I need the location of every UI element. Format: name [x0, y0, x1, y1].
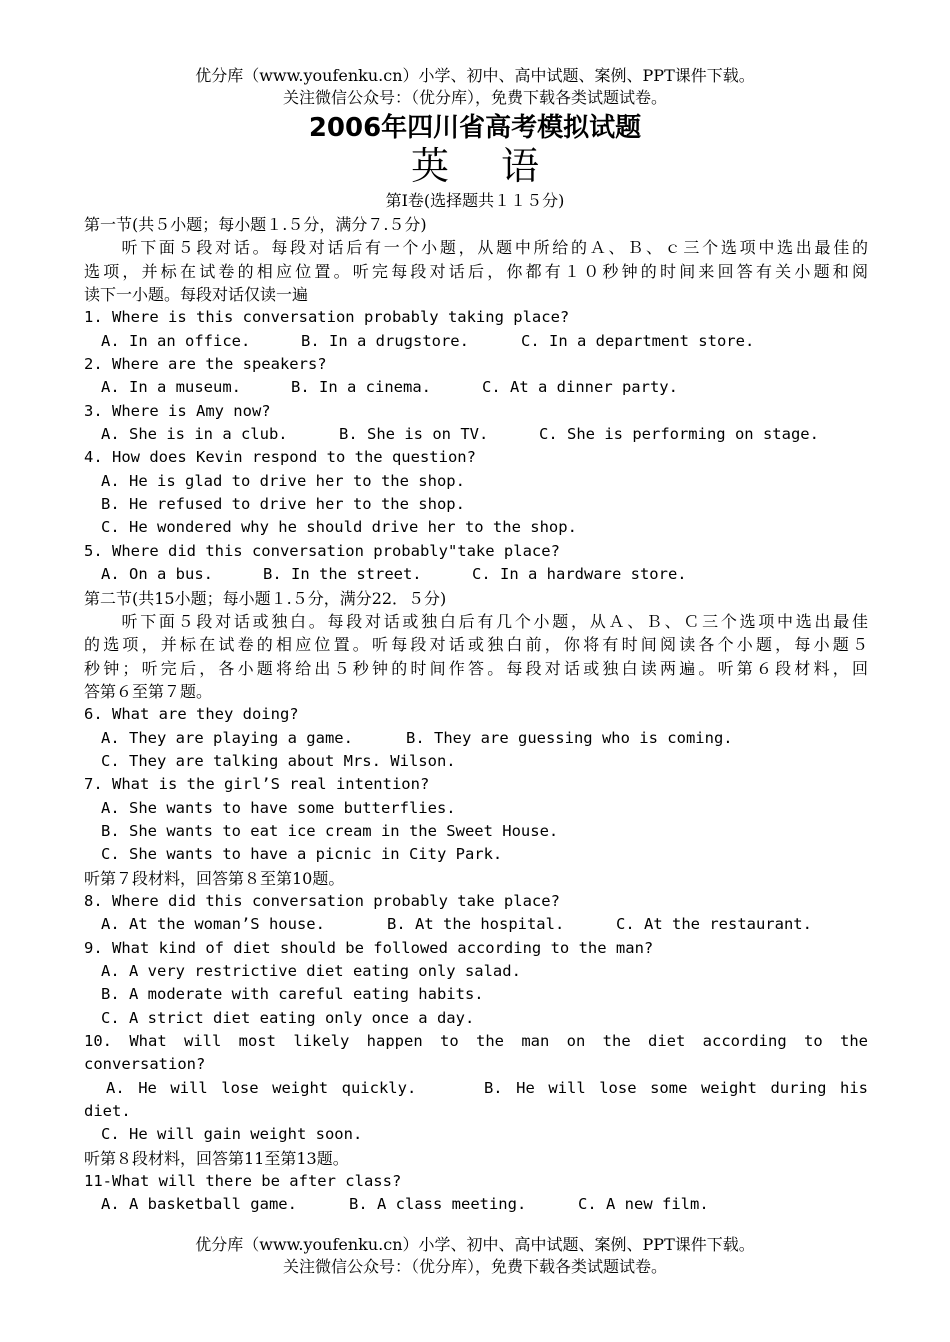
section-2-instructions: 的选项，并标在试卷的相应位置。听每段对话或独白前，你将有时间阅读各个小题，每小题５ [84, 635, 868, 655]
question-1: 1. Where is this conversation probably taking place? [84, 308, 570, 327]
passage-8-heading: 听第８段材料，回答第11至第13题。 [84, 1148, 349, 1168]
question-8-options [84, 913, 868, 936]
option-b: B. In a drugstore. [301, 331, 469, 350]
option-c: C. In a department store. [521, 331, 755, 350]
question-11-options [84, 1193, 868, 1216]
option-b: B. At the hospital. [387, 915, 565, 934]
question-6: 6. What are they doing? [84, 705, 299, 724]
option-a: A. They are playing a game. [101, 728, 353, 747]
option-a: A. At the woman’S house. [101, 915, 325, 934]
option-b: B. In the street. [263, 565, 422, 584]
question-4: 4. How does Kevin respond to the question? [84, 448, 476, 467]
question-7: 7. What is the girl’S real intention? [84, 775, 430, 794]
question-9: 9. What kind of diet should be followed according to the man? [84, 938, 654, 957]
section-1-instructions: 听下面５段对话。每段对话后有一个小题，从题中所给的Ａ、Ｂ、ｃ三个选项中选出最佳的 [84, 238, 868, 258]
question-3: 3. Where is Amy now? [84, 401, 271, 420]
header-line-1: 优分库（www.youfenku.cn）小学、初中、高中试题、案例、PPT课件下载。 [195, 66, 755, 85]
question-5-options [84, 563, 868, 586]
option-b: B. A class meeting. [349, 1195, 527, 1214]
option-c: C. In a hardware store. [472, 565, 687, 584]
section-2-instructions: 答第６至第７题。 [84, 681, 213, 701]
footer-line-2: 关注微信公众号：（优分库），免费下载各类试题试卷。 [282, 1257, 667, 1276]
option-b: B. She is on TV. [339, 425, 489, 444]
option-c: C. A strict diet eating only once a day. [101, 1008, 475, 1027]
option-b: B. He refused to drive her to the shop. [101, 495, 465, 514]
option-c: C. He wondered why he should drive her to the shop. [101, 518, 577, 537]
question-5: 5. Where did this conversation probably"take place? [84, 541, 560, 560]
question-2: 2. Where are the speakers? [84, 355, 327, 374]
section-1-instructions: 读下一小题。每段对话仅读一遍 [84, 285, 309, 305]
option-c: C. He will gain weight soon. [101, 1125, 363, 1144]
option-c: C. A new film. [578, 1195, 709, 1214]
option-a: A. A basketball game. [101, 1195, 297, 1214]
question-3-options [84, 423, 868, 446]
page-title: 2006年四川省高考模拟试题 [308, 113, 642, 143]
question-8: 8. Where did this conversation probably take place? [84, 891, 560, 910]
option-c: C. At a dinner party. [482, 378, 678, 397]
section-1-heading: 第一节(共５小题；每小题１.５分，满分７.５分) [84, 215, 427, 234]
question-10-options-ab-continued: diet. [84, 1102, 131, 1121]
question-11: 11-What will there be after class? [84, 1172, 402, 1191]
option-a: A. He is glad to drive her to the shop. [101, 471, 465, 490]
section-2-instructions: 秒钟；听完后，各小题将给出５秒钟的时间作答。每段对话或独白读两遍。听第６段材料，回 [84, 658, 868, 678]
footer-line-1: 优分库（www.youfenku.cn）小学、初中、高中试题、案例、PPT课件下载。 [195, 1235, 755, 1254]
question-10: 10. What will most likely happen to the man on the diet according to the [84, 1032, 868, 1051]
option-c: C. She is performing on stage. [539, 425, 819, 444]
option-c: C. She wants to have a picnic in City Park. [101, 845, 503, 864]
option-b: B. She wants to eat ice cream in the Sweet House. [101, 821, 559, 840]
option-b: B. They are guessing who is coming. [406, 728, 733, 747]
subject-title: 英语 [410, 144, 591, 188]
option-a: A. She is in a club. [101, 425, 288, 444]
option-a: A. A very restrictive diet eating only salad. [101, 962, 521, 980]
section-1-instructions: 选项，并标在试卷的相应位置。听完每段对话后，你都有１０秒钟的时间来回答有关小题和阅 [84, 261, 868, 281]
header-line-2: 关注微信公众号：（优分库），免费下载各类试题试卷。 [282, 88, 667, 107]
section-2-instructions: 听下面５段对话或独白。每段对话或独白后有几个小题，从Ａ、Ｂ、Ｃ三个选项中选出最佳 [84, 611, 868, 631]
question-2-options [84, 376, 868, 399]
exam-content [84, 213, 868, 1217]
option-a: A. In an office. [101, 331, 251, 350]
option-a: A. On a bus. [101, 565, 213, 584]
option-a: A. She wants to have some butterflies. [101, 798, 456, 817]
option-b: B. A moderate with careful eating habits. [101, 985, 484, 1004]
option-c: C. They are talking about Mrs. Wilson. [101, 751, 456, 770]
volume-heading: 第Ⅰ卷(选择题共１１５分) [385, 191, 565, 210]
section-2-heading: 第二节(共15小题；每小题１.５分，满分22．５分) [84, 588, 447, 608]
question-6-options [84, 727, 868, 750]
passage-7-heading: 听第７段材料，回答第８至第10题。 [84, 868, 345, 888]
question-10-options-ab: A. He will lose weight quickly. B. He will lose some weight during his [106, 1078, 868, 1097]
option-c: C. At the restaurant. [616, 915, 812, 934]
question-10-continued: conversation? [84, 1055, 206, 1074]
option-b: B. In a cinema. [291, 378, 431, 397]
option-a: A. In a museum. [101, 378, 241, 397]
question-1-options [84, 330, 868, 353]
